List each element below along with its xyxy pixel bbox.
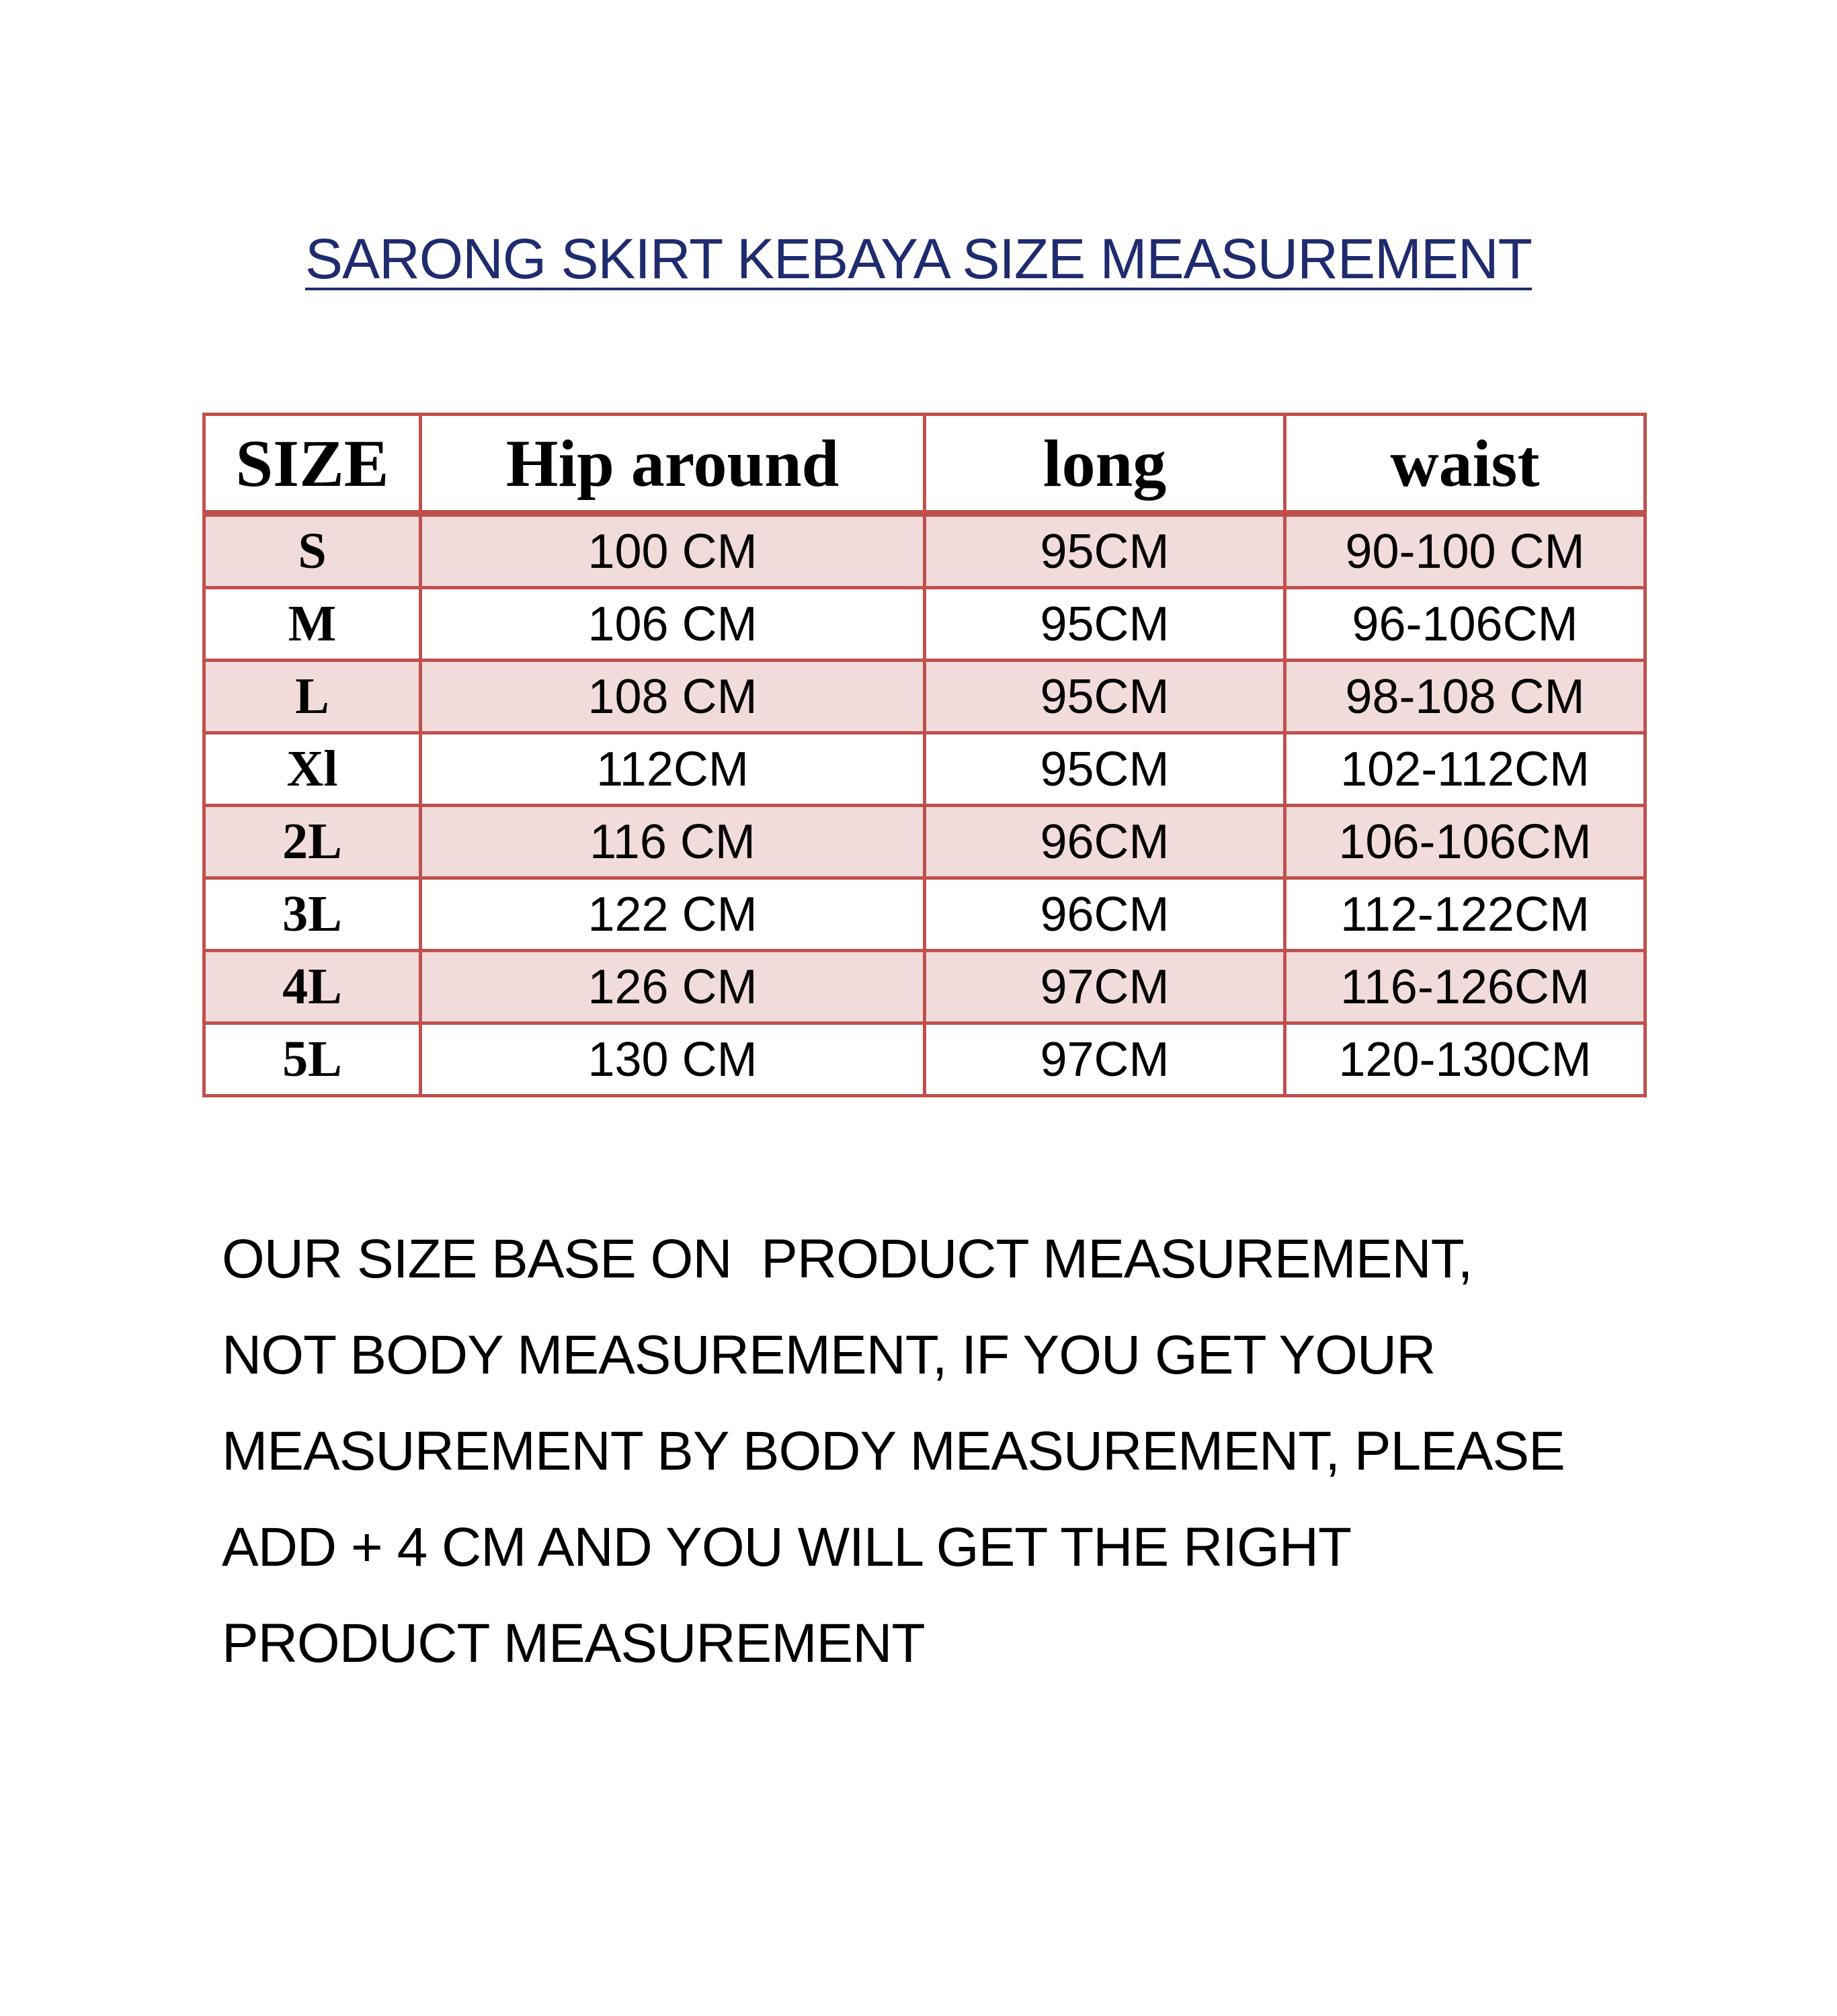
- hip-cell: 100 CM: [421, 513, 925, 588]
- note-line: MEASUREMENT BY BODY MEASUREMENT, PLEASE: [222, 1421, 1565, 1482]
- table-row: [204, 951, 1645, 1023]
- waist-cell: 106-106CM: [1285, 806, 1645, 878]
- hip-cell: 116 CM: [421, 806, 925, 878]
- size-cell: Xl: [204, 733, 421, 806]
- header-hip-around: Hip around: [421, 415, 925, 514]
- measurement-note: [222, 1211, 1667, 1691]
- waist-cell: 112-122CM: [1285, 878, 1645, 951]
- waist-cell: 120-130CM: [1285, 1023, 1645, 1096]
- waist-cell: 90-100 CM: [1285, 513, 1645, 588]
- size-cell: 3L: [204, 878, 421, 951]
- size-cell: L: [204, 661, 421, 733]
- long-cell: 95CM: [925, 661, 1285, 733]
- table-row: [204, 878, 1645, 951]
- size-cell: 5L: [204, 1023, 421, 1096]
- hip-cell: 130 CM: [421, 1023, 925, 1096]
- table-row: [204, 733, 1645, 806]
- header-size: SIZE: [204, 415, 421, 514]
- header-waist: waist: [1285, 415, 1645, 514]
- hip-cell: 112CM: [421, 733, 925, 806]
- table-row: [204, 588, 1645, 661]
- waist-cell: 116-126CM: [1285, 951, 1645, 1023]
- long-cell: 96CM: [925, 878, 1285, 951]
- waist-cell: 102-112CM: [1285, 733, 1645, 806]
- header-long: long: [925, 415, 1285, 514]
- size-cell: 2L: [204, 806, 421, 878]
- long-cell: 96CM: [925, 806, 1285, 878]
- waist-cell: 98-108 CM: [1285, 661, 1645, 733]
- table-row: [204, 1023, 1645, 1096]
- page-title: SARONG SKIRT KEBAYA SIZE MEASUREMENT: [305, 227, 1532, 290]
- long-cell: 95CM: [925, 733, 1285, 806]
- hip-cell: 122 CM: [421, 878, 925, 951]
- note-line: OUR SIZE BASE ON PRODUCT MEASUREMENT,: [222, 1228, 1473, 1290]
- note-line: ADD + 4 CM AND YOU WILL GET THE RIGHT: [222, 1517, 1352, 1578]
- size-chart-table: [202, 413, 1647, 1097]
- table-row: [204, 661, 1645, 733]
- waist-cell: 96-106CM: [1285, 588, 1645, 661]
- hip-cell: 106 CM: [421, 588, 925, 661]
- table-row: [204, 513, 1645, 588]
- long-cell: 97CM: [925, 951, 1285, 1023]
- size-cell: S: [204, 513, 421, 588]
- long-cell: 97CM: [925, 1023, 1285, 1096]
- note-line: NOT BODY MEASUREMENT, IF YOU GET YOUR: [222, 1325, 1436, 1386]
- long-cell: 95CM: [925, 588, 1285, 661]
- hip-cell: 126 CM: [421, 951, 925, 1023]
- table-header-row: [204, 415, 1645, 514]
- size-cell: M: [204, 588, 421, 661]
- size-cell: 4L: [204, 951, 421, 1023]
- note-line: PRODUCT MEASUREMENT: [222, 1613, 925, 1674]
- long-cell: 95CM: [925, 513, 1285, 588]
- hip-cell: 108 CM: [421, 661, 925, 733]
- table-row: [204, 806, 1645, 878]
